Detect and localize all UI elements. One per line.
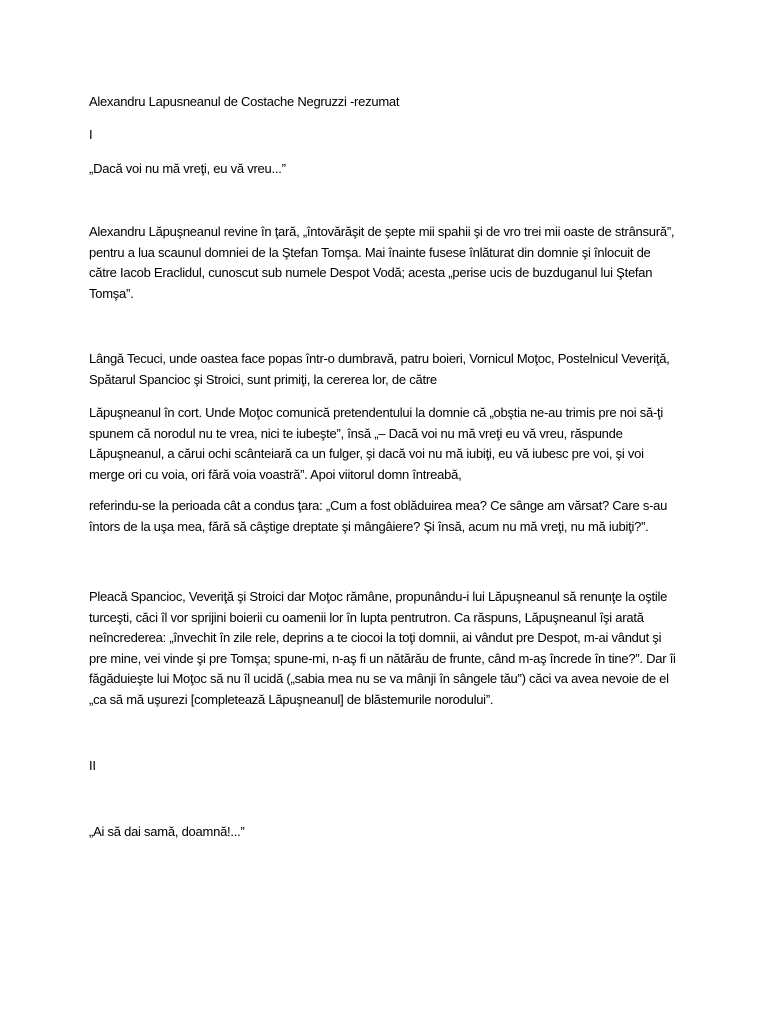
paragraph-4: referindu-se la perioada cât a condus ţara: „Cum a fost oblăduirea mea? Ce sânge am vărsat? Care s-au întors de la uşa mea, fără să câştige dreptate şi mângâiere? Şi însă, acum nu mă vreţi, nu mă iubiţi?”.: [89, 498, 668, 534]
paragraph-2: Lângă Tecuci, unde oastea face popas într-o dumbravă, patru boieri, Vornicul Moţoc, Postelnicul Veveriţă, Spătarul Spancioc şi Stroici, sunt primiţi, la cererea lor, de către: [89, 351, 670, 387]
epigraph-quote-1: „Dacă voi nu mă vreţi, eu vă vreu...”: [89, 161, 286, 176]
part-heading-2: II: [89, 758, 96, 773]
paragraph-3: Lăpuşneanul în cort. Unde Moţoc comunică pretendentului la domnie că „obştia ne-au trimis pre noi să-ţi spunem că norodul nu te vrea, nici te iubeşte”, însă „– Dacă voi nu mă vreţi eu vă vreu, răspunde Lăpuşneanul, a cărui ochi scânteiară ca un fulger, şi dacă voi nu mă iubiţi, eu vă iubesc pre voi, şi voi merge ori cu voia, ori fără voia voastră”. Apoi viitorul domn întreabă,: [89, 405, 664, 482]
paragraph-5: Pleacă Spancioc, Veveriţă şi Stroici dar Moţoc rămâne, propunându-i lui Lăpuşneanul să renunţe la oştile turceşti, căci îl vor sprijini boierii cu oamenii lor în lupta pentrutron. Ca răspuns, Lăpuşneanul îşi arată neîncrederea: „învechit în zile rele, deprins a te ciocoi la toţi domnii, ai vândut pre Despot, m-ai vândut şi pre mine, vei vinde şi pre Tomşa; spune-mi, n-aş fi un nătărău de frunte, când m-aş încrede în tine?”. Dar îi făgăduieşte lui Moţoc să nu îl ucidă („sabia mea nu se va mânji în sângele tău”) căci va avea nevoie de el „ca să mă uşurezi [completează Lăpuşneanul] de blăstemurile norodului”.: [89, 589, 676, 707]
part-heading-1: I: [89, 127, 93, 142]
paragraph-1: Alexandru Lăpuşneanul revine în ţară, „întovărăşit de şepte mii spahii şi de vro trei mii oaste de strânsură”, pentru a lua scaunul domniei de la Ştefan Tomşa. Mai înainte fusese înlăturat din domnie şi înlocuit de către Iacob Eraclidul, cunoscut sub numele Despot Vodă; acesta „perise ucis de buzduganul lui Ştefan Tomşa”.: [89, 224, 675, 301]
document-title: Alexandru Lapusneanul de Costache Negruzzi -rezumat: [89, 94, 400, 109]
epigraph-quote-2: „Ai să dai samă, doamnă!...”: [89, 824, 245, 839]
